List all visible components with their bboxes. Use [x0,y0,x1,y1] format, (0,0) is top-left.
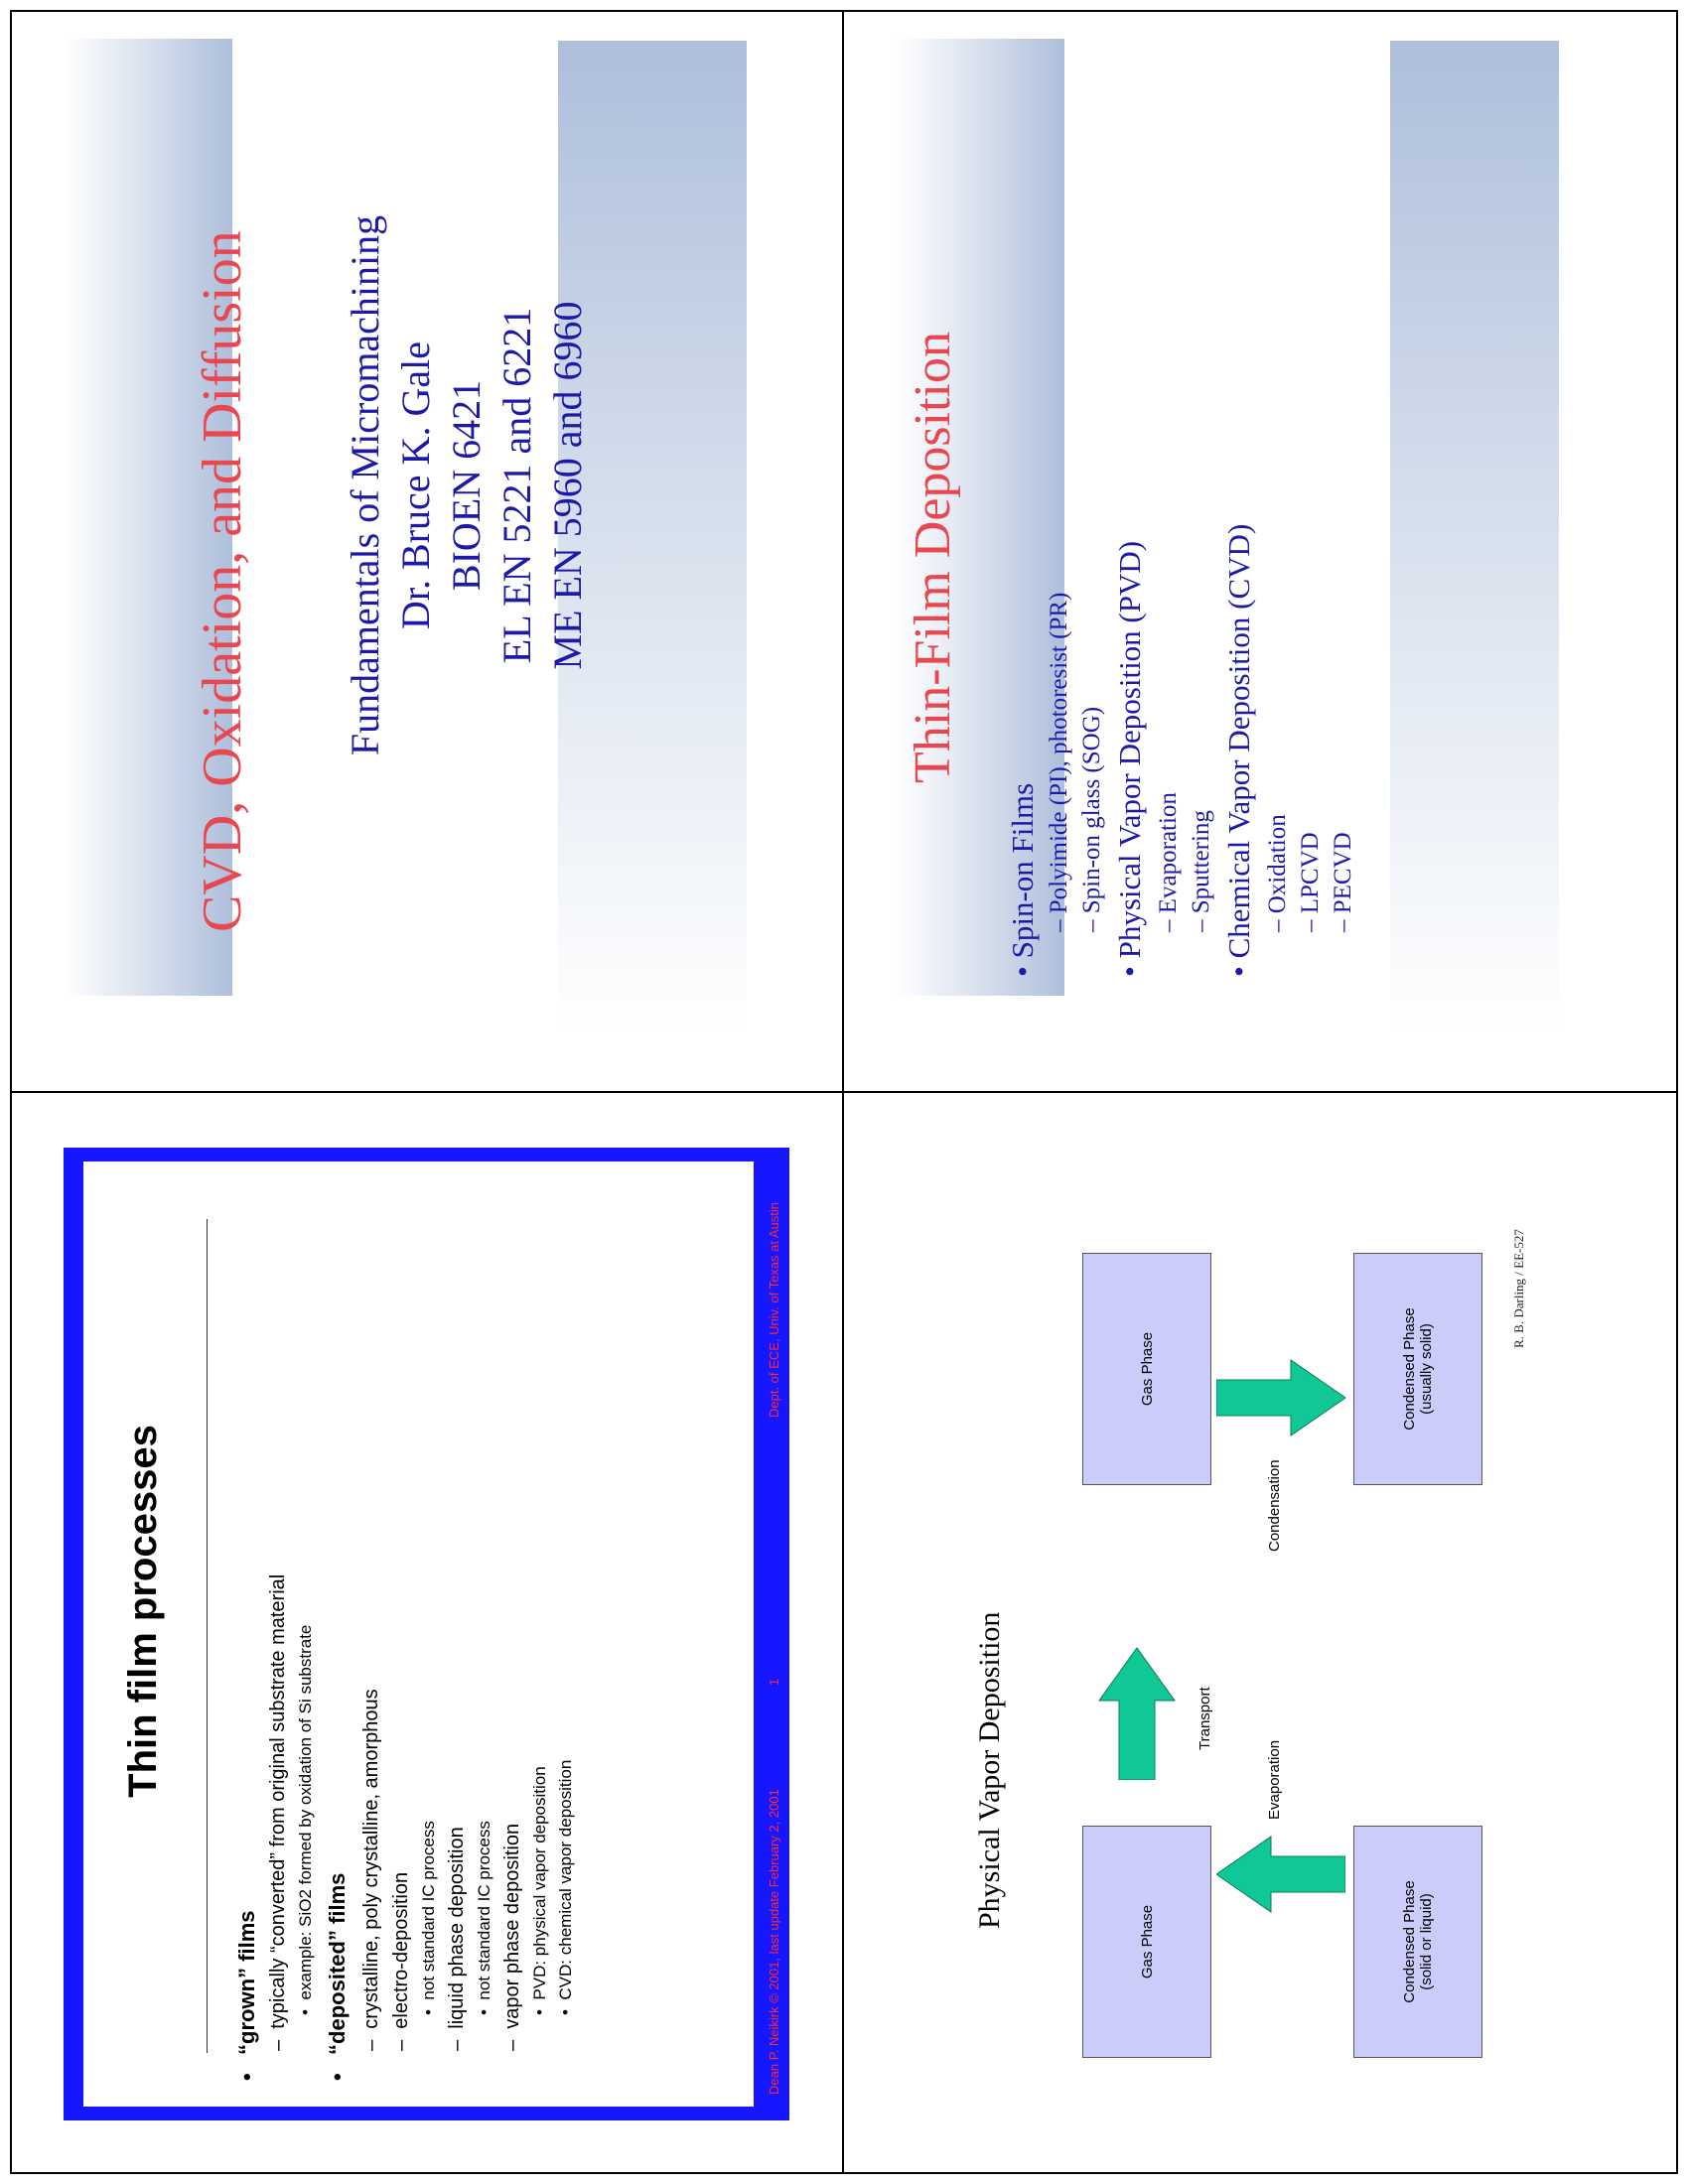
list-item: – Polyimide (PI), photoresist (PR) [1046,592,1072,932]
gas-phase-box-right: Gas Phase [1082,1253,1211,1485]
evaporation-label: Evaporation [1266,1739,1283,1820]
slide-title [12,12,842,1091]
list-item: – PECVD [1330,832,1356,932]
list-item: – Evaporation [1155,792,1182,932]
footer-affiliation: Dept. of ECE, Univ. of Texas at Austin [767,1201,781,1418]
slide-heading: Thin film processes [121,1425,165,1798]
slide-credit: R. B. Darling / EE-527 [1511,1229,1526,1348]
condensed-phase-box-right: Condensed Phase (usually solid) [1353,1253,1482,1485]
author-line: Dr. Bruce K. Gale [393,341,438,629]
transport-arrow-icon [1097,1646,1177,1780]
list-item: – Sputtering [1188,810,1214,932]
list-item: • not standard IC process [475,1821,493,2015]
course-line: Fundamentals of Micromachining [343,214,387,756]
list-item: • CVD: chemical vapor deposition [556,1759,575,2015]
gas-phase-box-left: Gas Phase [1082,1826,1211,2058]
list-item: • “deposited” films [325,1872,350,2081]
bullet-list [1003,83,1359,977]
slide-heading: Physical Vapor Deposition [973,1611,1006,1929]
list-item: • example: SiO2 formed by oxidation of Si substrate [296,1624,315,2015]
evaporation-arrow-shape [1216,1837,1345,1912]
slide-thin-film-cell [844,12,1676,1091]
slide-subtitle [340,128,593,843]
list-item: – electro-deposition [390,1871,412,2051]
list-item: • “grown” films [234,1910,259,2081]
slide-decoration [1390,41,1559,1036]
slide-title-cell [12,12,842,1091]
course-line: BIOEN 6421 [444,379,489,592]
transport-arrow-shape [1099,1648,1175,1780]
slide-pvd [844,1093,1676,2172]
evaporation-arrow-icon [1216,1835,1345,1914]
list-item: • Physical Vapor Deposition (PVD) [1112,540,1147,977]
list-item: – vapor phase deposition [501,1823,523,2051]
list-item: – Oxidation [1264,814,1291,932]
list-item: • Chemical Vapor Deposition (CVD) [1221,523,1256,977]
list-item: • Spin-on Films [1005,782,1040,977]
footer-author: Dean P. Neikirk © 2001, last update February 2, 2001 [767,1789,781,2095]
condensed-phase-box-left: Condensed Phase (solid or liquid) [1353,1826,1482,2058]
slide-heading: Thin-Film Deposition [905,332,961,783]
list-item: – typically “converted” from original substrate material [267,1573,289,2051]
footer-page-number: 1 [767,1678,781,1686]
course-line: EL EN 5221 and 6221 [494,307,539,664]
condensation-arrow-shape [1216,1360,1345,1435]
list-item: – LPCVD [1297,832,1324,932]
course-line: ME EN 5960 and 6960 [545,301,590,670]
list-item: – crystalline, poly crystalline, amorphous [360,1689,382,2051]
slide-title-text: CVD, Oxidation, and Diffusion [192,230,253,932]
slide-pvd-cell [844,1093,1676,2172]
condensation-arrow-icon [1216,1358,1345,1437]
slide-thin-film [844,12,1676,1091]
list-item: – liquid phase deposition [446,1827,468,2051]
slide-processes [12,1093,842,2172]
transport-label: Transport [1196,1687,1213,1750]
list-item: – Spin-on glass (SOG) [1078,706,1105,932]
bullet-list [230,1187,579,2081]
condensation-label: Condensation [1266,1459,1283,1552]
list-item: • not standard IC process [419,1821,438,2015]
title-underline [207,1219,208,2053]
list-item: • PVD: physical vapor deposition [530,1766,549,2015]
slide-processes-cell [12,1093,842,2172]
